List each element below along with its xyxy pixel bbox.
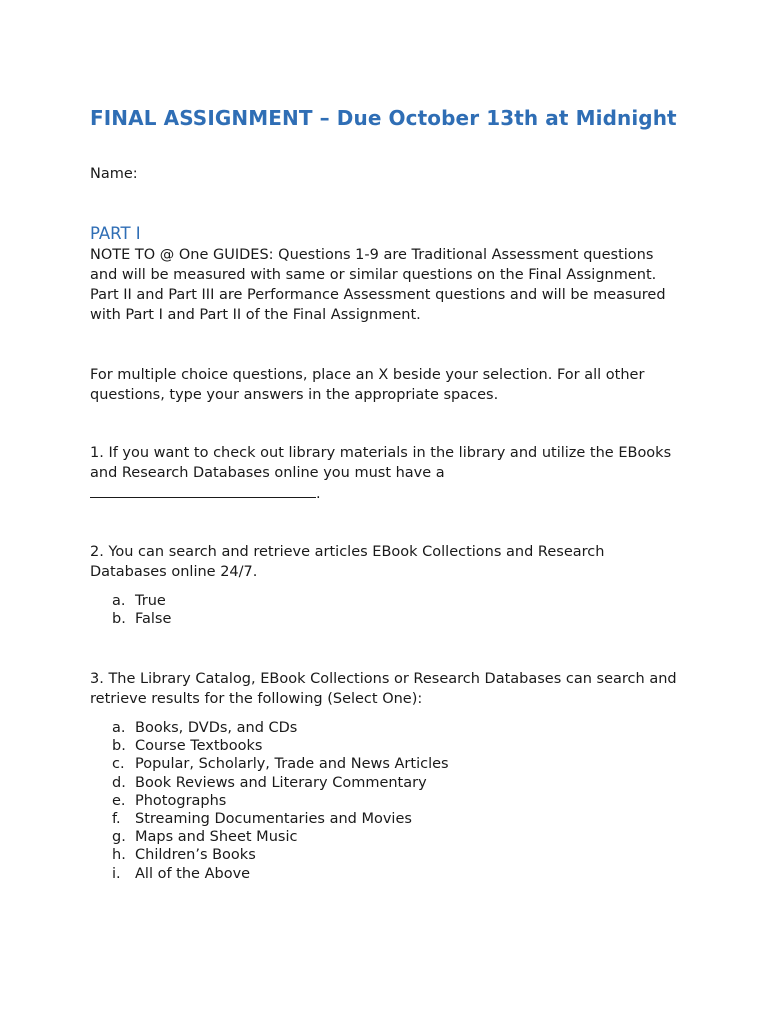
question-3-options [112,719,449,883]
question-2-options [112,592,171,628]
list-item [112,828,449,846]
option-marker: f. [112,811,121,828]
option-label: Streaming Documentaries and Movies [135,811,412,828]
option-label: True [135,593,166,609]
instructions: For multiple choice questions, place an X beside your selection. For all other questions, type your answers in the appropriate spaces. [90,367,645,403]
list-item [112,592,171,610]
question-1 [90,443,685,504]
option-label: Popular, Scholarly, Trade and News Articles [135,756,449,773]
list-item [112,774,449,792]
list-item [112,755,449,773]
option-marker: e. [112,792,126,809]
option-marker: h. [112,847,126,864]
list-item [112,737,449,755]
question-2: 2. You can search and retrieve articles EBook Collections and Research Databases online 24/7. [90,544,605,580]
option-marker: a. [112,720,126,736]
option-marker: c. [112,756,125,773]
list-item [112,810,449,828]
option-label: Books, DVDs, and CDs [135,720,298,736]
document-title: FINAL ASSIGNMENT – Due October 13th at Midnight [90,106,677,130]
question-3: 3. The Library Catalog, EBook Collections or Research Databases can search and retrieve results for the following (Select One): [90,671,677,707]
name-label: Name: [90,166,138,182]
option-label: Maps and Sheet Music [135,829,298,846]
option-label: Children’s Books [135,847,256,864]
option-marker: i. [112,865,121,882]
option-label: Photographs [135,792,227,809]
answer-blank [90,483,316,498]
part-heading: PART I [90,224,141,243]
option-marker: b. [112,738,126,755]
list-item [112,792,449,810]
list-item [112,610,171,628]
option-marker: a. [112,593,126,609]
list-item [112,865,449,883]
option-label: All of the Above [135,865,251,882]
option-marker: g. [112,829,126,846]
option-marker: b. [112,611,126,628]
option-marker: d. [112,774,126,791]
question-1-text: 1. If you want to check out library materials in the library and utilize the EBooks and Research Databases online you must have a [90,445,672,481]
option-label: Course Textbooks [135,738,263,755]
option-label: False [135,611,172,628]
list-item [112,846,449,864]
guide-note: NOTE TO @ One GUIDES: Questions 1-9 are Traditional Assessment questions and will be measured with same or similar questions on the Final Assignment. Part II and Part III are Performance Assessment questions and will be measured with Part I and Part II of the Final Assignment. [90,247,666,323]
answer-blank-period: . [316,486,321,502]
list-item [112,719,449,737]
option-label: Book Reviews and Literary Commentary [135,774,427,791]
